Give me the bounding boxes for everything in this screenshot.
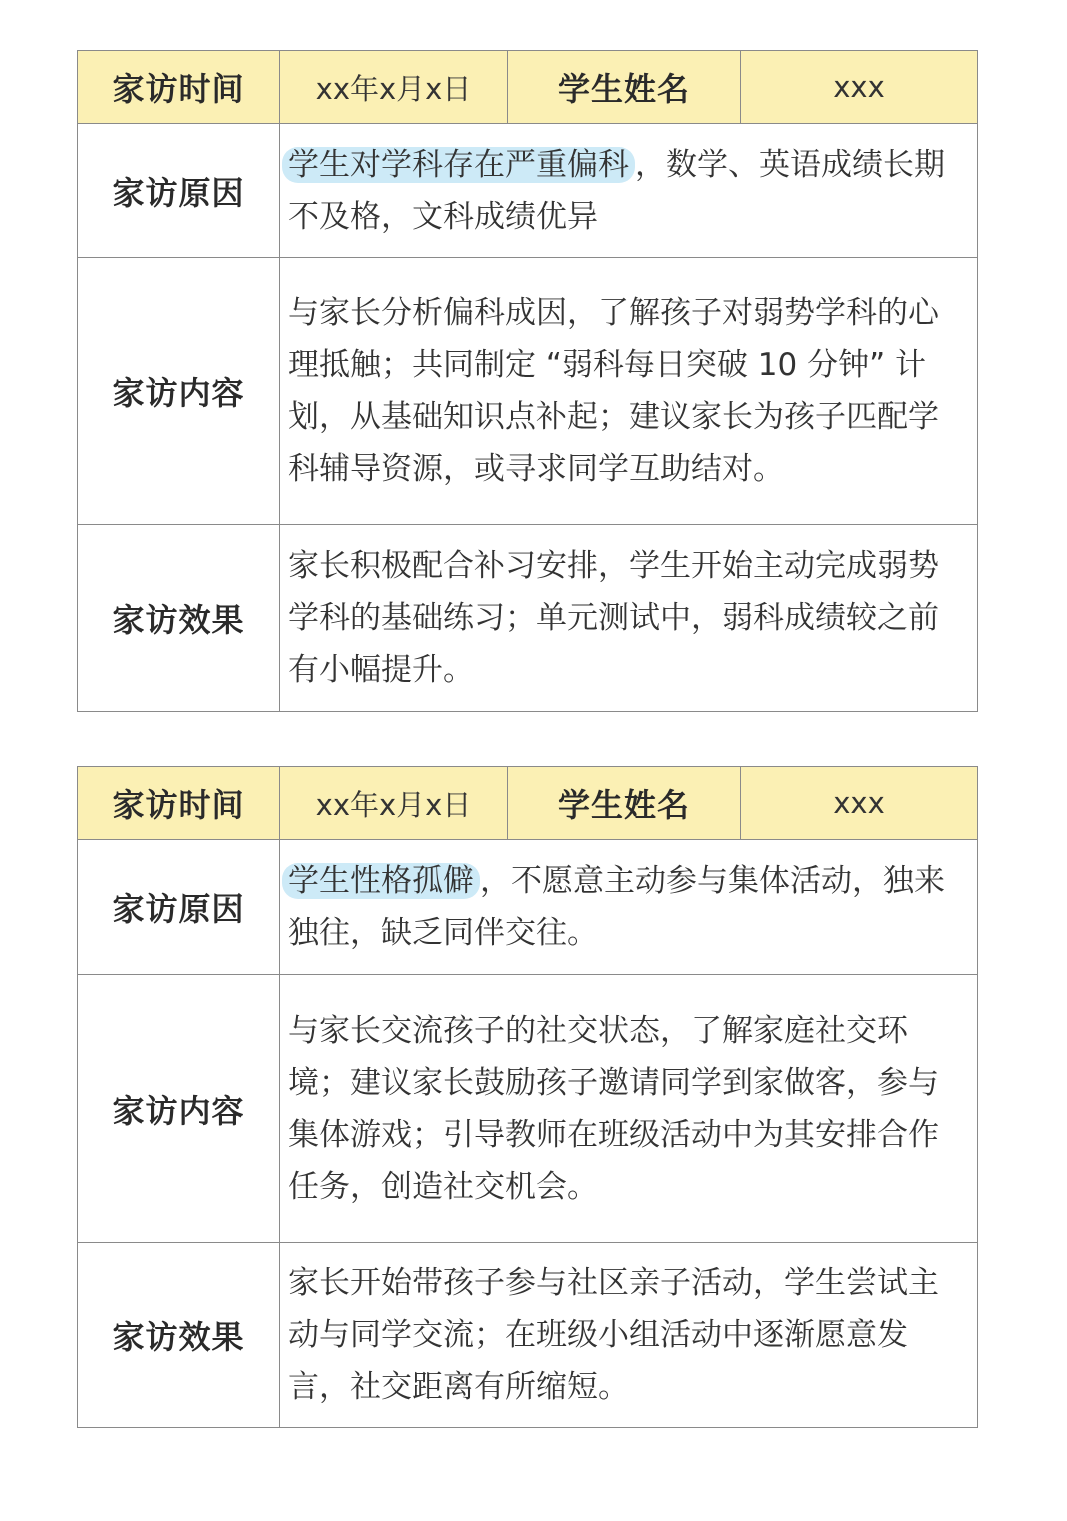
visit-reason-text: [280, 124, 978, 258]
visit-content-label: 家访内容: [78, 975, 280, 1243]
visit-time-value: xx年x月x日: [280, 51, 508, 124]
visit-time-label: 家访时间: [78, 767, 280, 840]
reason-rest: ，不愿意主动参与集体活动，独来独往，缺乏同伴交往。: [288, 863, 945, 951]
reason-row: [78, 124, 978, 258]
visit-reason-label: 家访原因: [78, 840, 280, 975]
visit-reason-text: [280, 840, 978, 975]
home-visit-table-2: [77, 766, 978, 1428]
student-name-label: 学生姓名: [508, 51, 741, 124]
visit-effect-text: 家长开始带孩子参与社区亲子活动，学生尝试主动与同学交流；在班级小组活动中逐渐愿意发言，社交距离有所缩短。: [280, 1243, 978, 1428]
visit-content-text: 与家长交流孩子的社交状态，了解家庭社交环境；建议家长鼓励孩子邀请同学到家做客，参与集体游戏；引导教师在班级活动中为其安排合作任务，创造社交机会。: [280, 975, 978, 1243]
visit-time-label: 家访时间: [78, 51, 280, 124]
visit-effect-label: 家访效果: [78, 1243, 280, 1428]
effect-row: [78, 525, 978, 712]
visit-content-label: 家访内容: [78, 258, 280, 525]
content-row: [78, 975, 978, 1243]
visit-time-value: xx年x月x日: [280, 767, 508, 840]
effect-row: [78, 1243, 978, 1428]
student-name-value: xxx: [741, 51, 978, 124]
reason-rest: ，数学、英语成绩长期不及格，文科成绩优异: [288, 146, 945, 235]
student-name-value: xxx: [741, 767, 978, 840]
home-visit-table-1: [77, 50, 978, 712]
visit-effect-label: 家访效果: [78, 525, 280, 712]
content-row: [78, 258, 978, 525]
visit-effect-text: 家长积极配合补习安排，学生开始主动完成弱势学科的基础练习；单元测试中，弱科成绩较之前有小幅提升。: [280, 525, 978, 712]
header-row: [78, 767, 978, 840]
student-name-label: 学生姓名: [508, 767, 741, 840]
header-row: [78, 51, 978, 124]
visit-reason-label: 家访原因: [78, 124, 280, 258]
reason-row: [78, 840, 978, 975]
reason-highlight: 学生对学科存在严重偏科: [282, 147, 635, 183]
visit-content-text: 与家长分析偏科成因，了解孩子对弱势学科的心理抵触；共同制定 “弱科每日突破 10 分钟” 计划，从基础知识点补起；建议家长为孩子匹配学科辅导资源，或寻求同学互助结对。: [280, 258, 978, 525]
reason-highlight: 学生性格孤僻: [282, 863, 480, 899]
